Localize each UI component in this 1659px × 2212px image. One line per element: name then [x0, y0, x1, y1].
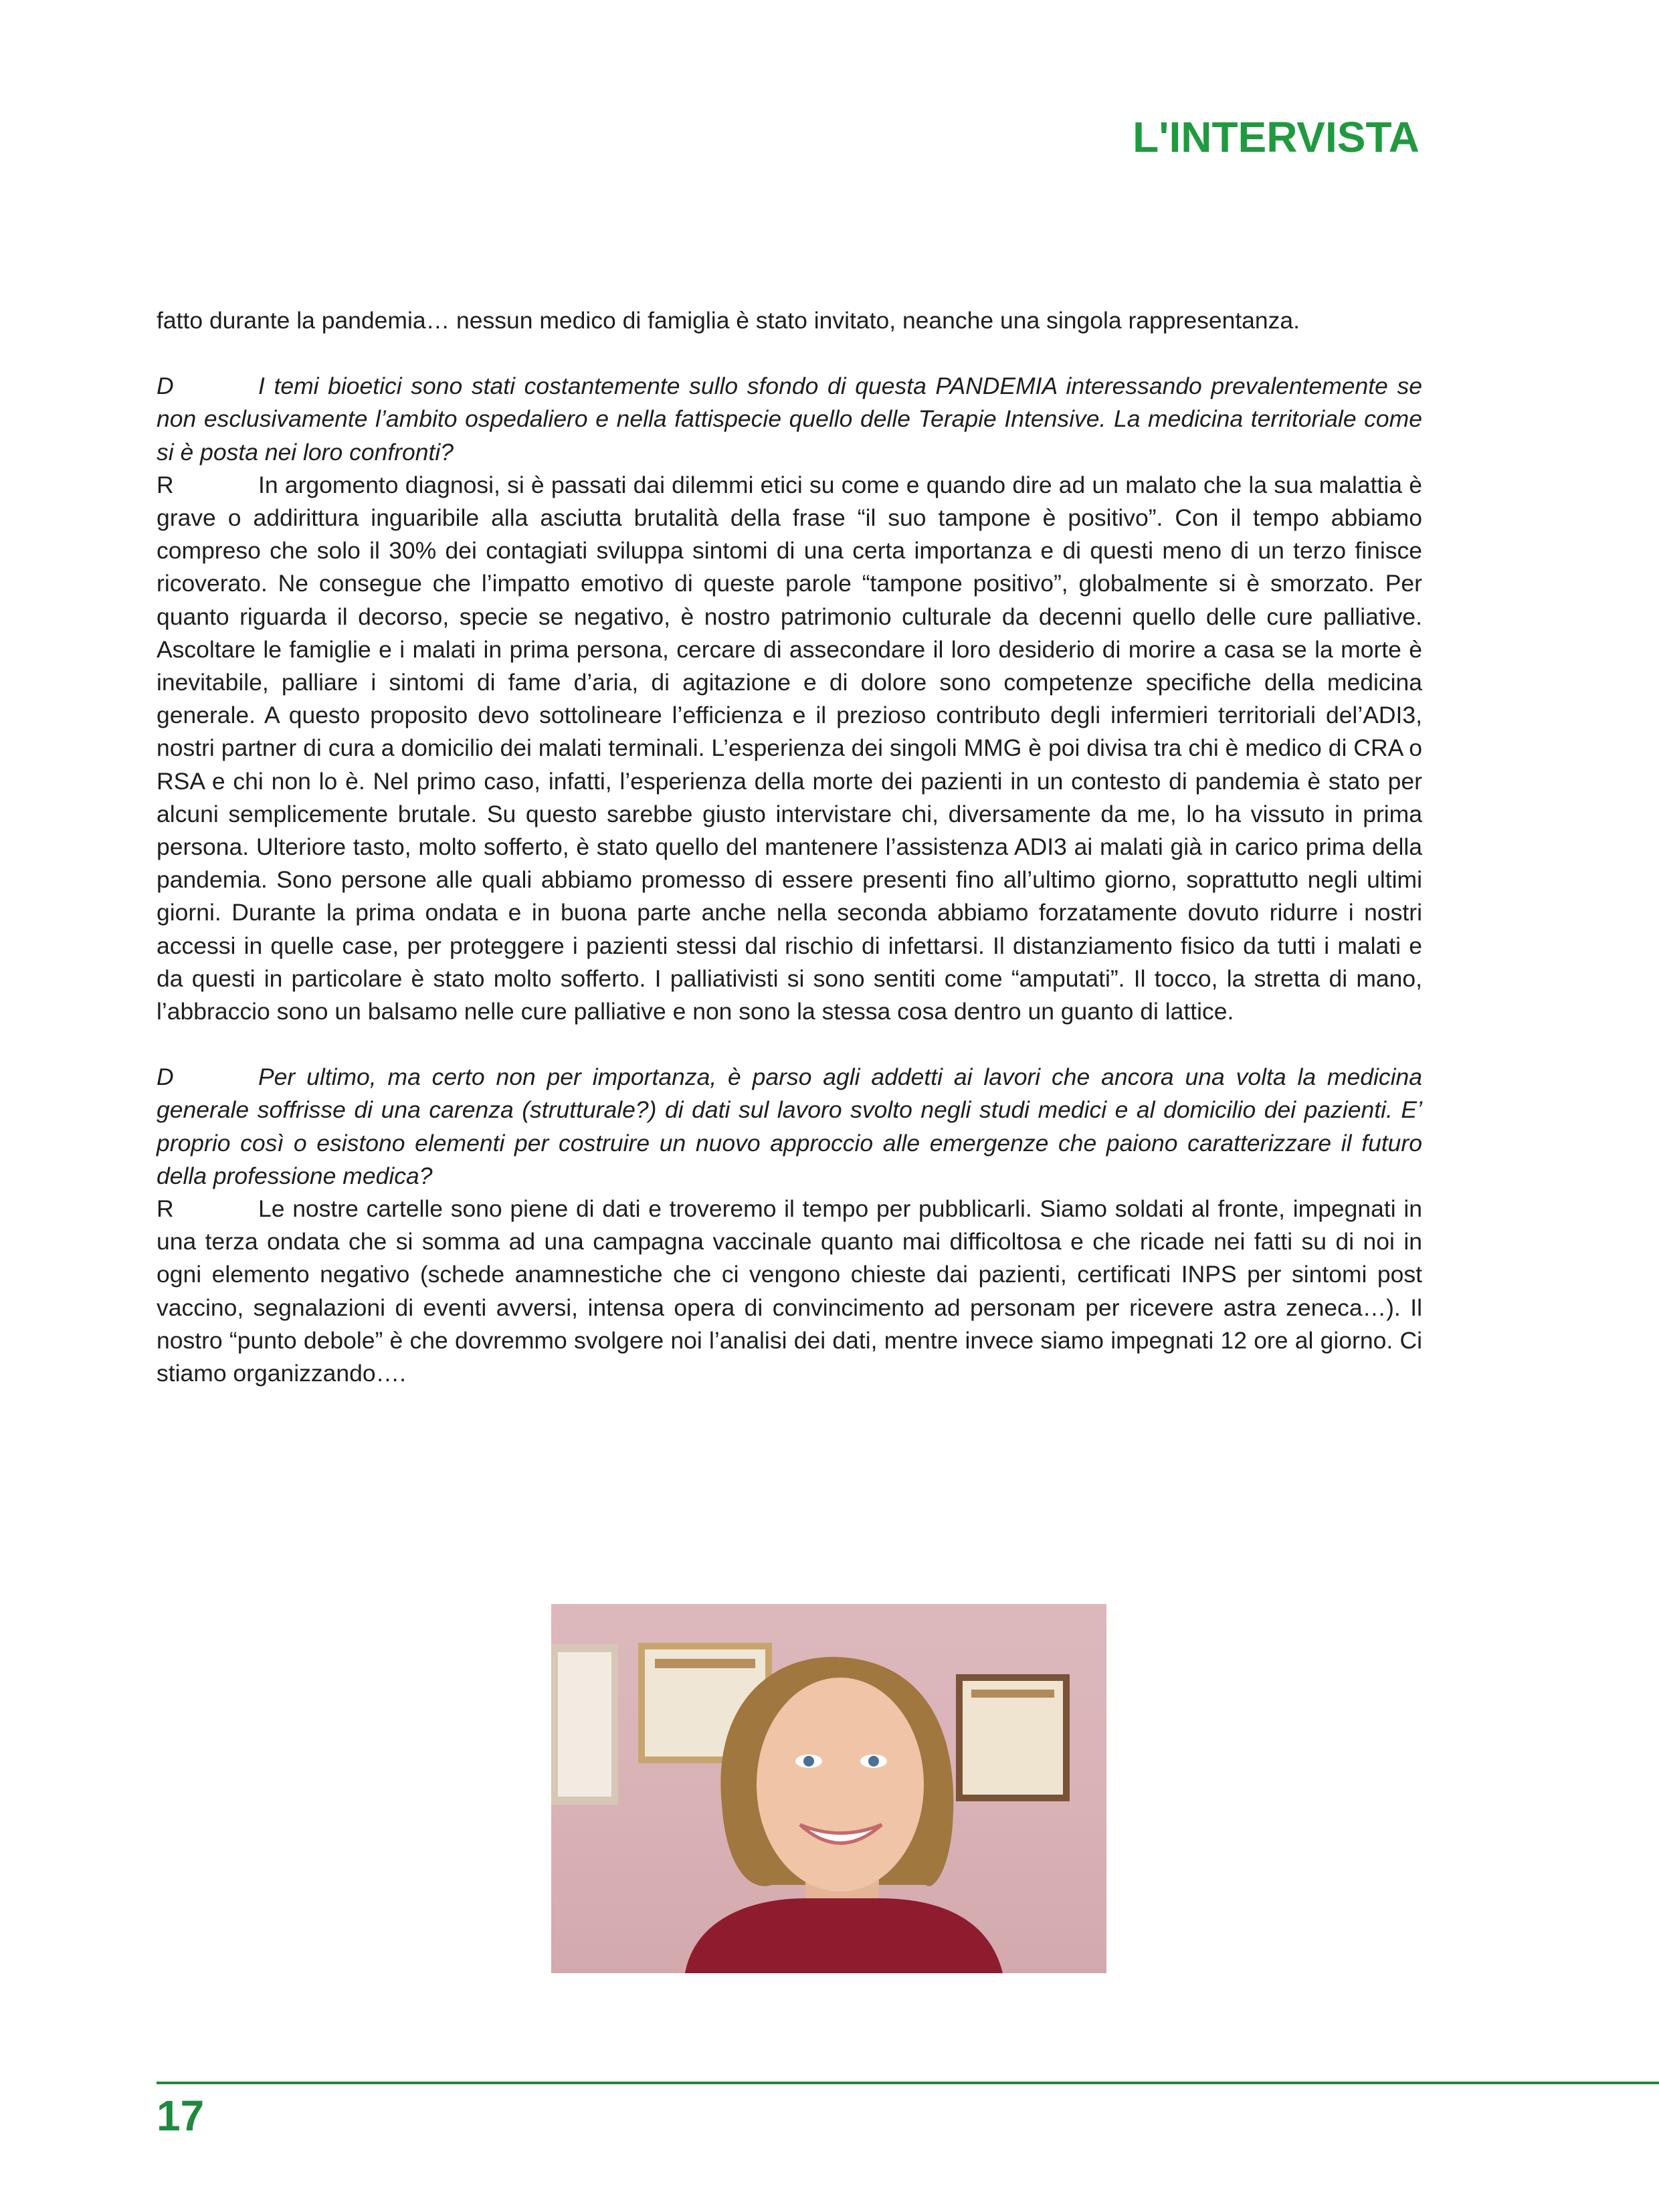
question-1 [157, 370, 1422, 469]
question-text: I temi bioetici sono stati costantemente sullo sfondo di questa PANDEMIA interessando prevalentemente se non esclusivamente l’ambito ospedaliero e nella fattispecie quello delle Terapie Intensive. La medicina territoriale come si è posta nei loro confronti? [157, 373, 1422, 466]
answer-1 [157, 469, 1422, 1028]
footer-divider [157, 2082, 1659, 2084]
article-body [157, 304, 1422, 1390]
answer-text: In argomento diagnosi, si è passati dai dilemmi etici su come e quando dire ad un malato che la sua malattia è grave o addirittura inguaribile alla asciutta brutalità della frase “il suo tampone è positivo”. Con il tempo abbiamo compreso che solo il 30% dei contagiati sviluppa sintomi di una certa importanza e di questi meno di un terzo finisce ricoverato. Ne consegue che l’impatto emotivo di queste parole “tampone positivo”, globalmente si è smorzato. Per quanto riguarda il decorso, specie se negativo, è nostro patrimonio culturale da decenni quello delle cure palliative. Ascoltare le famiglie e i malati in prima persona, cercare di assecondare il loro desiderio di morire a casa se la morte è inevitabile, palliare i sintomi di fame d’aria, di agitazione e di dolore sono competenze specifiche della medicina generale. A questo proposito devo sottolineare l’efficienza e il prezioso contributo degli infermieri territoriali del’ADI3, nostri partner di cura a domicilio dei malati terminali. L’esperienza dei singoli MMG è poi divisa tra chi è medico di CRA o RSA e chi non lo è. Nel primo caso, infatti, l’esperienza della morte dei pazienti in un contesto di pandemia è stato per alcuni semplicemente brutale. Su questo sarebbe giusto intervistare chi, diversamente da me, lo ha vissuto in prima persona. Ulteriore tasto, molto sofferto, è stato quello del mantenere l’assistenza ADI3 ai malati già in carico prima della pandemia. Sono persone alle quali abbiamo promesso di essere presenti fino all’ultimo giorno, soprattutto negli ultimi giorni. Durante la prima ondata e in buona parte anche nella seconda abbiamo forzatamente dovuto ridurre i nostri accessi in quelle case, per proteggere i pazienti stessi dal rischio di infettarsi. Il distanziamento fisico da tutti i malati e da questi in particolare è stato molto sofferto. I palliativisti si sono sentiti come “amputati”. Il tocco, la stretta di mano, l’abbraccio sono un balsamo nelle cure palliative e non sono la stessa cosa dentro un guanto di lattice. [157, 471, 1422, 1025]
qa-block-2 [157, 1061, 1422, 1390]
intro-paragraph: fatto durante la pandemia… nessun medico di famiglia è stato invitato, neanche una singola rappresentanza. [157, 307, 1300, 334]
question-tag: D [157, 1064, 174, 1091]
qa-block-1 [157, 370, 1422, 1028]
face [757, 1678, 924, 1892]
answer-tag: R [157, 1195, 174, 1223]
answer-2 [157, 1193, 1422, 1390]
answer-text: Le nostre cartelle sono piene di dati e troveremo il tempo per pubblicarli. Siamo soldati al fronte, impegnati in una terza ondata che si somma ad una campagna vaccinale quanto mai difficoltosa e che ricade nei fatti su di noi in ogni elemento negativo (schede anamnestiche che ci vengono chieste dai pazienti, certificati INPS per sintomi post vaccino, segnalazioni di eventi avversi, intensa opera di convincimento ad personam per ricevere astra zeneca…). Il nostro “punto debole” è che dovremmo svolgere noi l’analisi dei dati, mentre invece siamo impegnati 12 ore al giorno. Ci stiamo organizzando…. [157, 1195, 1422, 1387]
page-number: 17 [157, 2092, 205, 2140]
interviewee-photo [551, 1604, 1106, 1973]
wall-certificate-left [551, 1644, 618, 1805]
section-title: L'INTERVISTA [1133, 113, 1420, 161]
wall-certificate-right [956, 1674, 1070, 1801]
red-top [685, 1898, 1003, 1973]
answer-tag: R [157, 471, 174, 498]
question-text: Per ultimo, ma certo non per importanza, è parso agli addetti ai lavori che ancora una volta la medicina generale soffrisse di una carenza (strutturale?) di dati sul lavoro svolto negli studi medici e al domicilio dei pazienti. E’ proprio così o esistono elementi per costruire un nuovo approccio alle emergenze che paiono caratterizzare il futuro della professione medica? [157, 1064, 1422, 1189]
question-tag: D [157, 373, 174, 400]
question-2 [157, 1061, 1422, 1193]
